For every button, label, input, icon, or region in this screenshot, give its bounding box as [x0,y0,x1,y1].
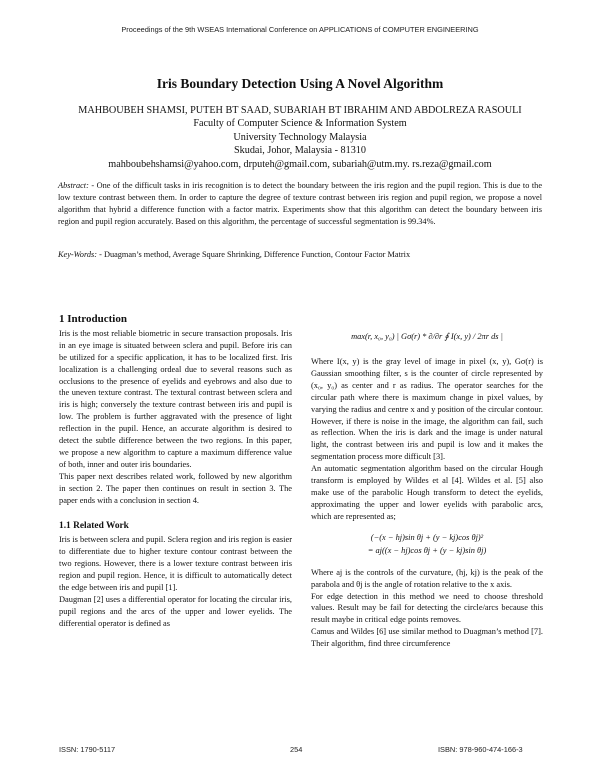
right-paragraph-5: Camus and Wildes [6] use similar method to Duagman’s method [7]. Their algorithm, find three circumference [311,627,543,649]
equation-daugman: max(r, x₀, y₀) | Gσ(r) * ∂/∂r ∮ I(x, y) / 2πr ds | [351,332,503,341]
equation-parabola-line-2: = aj((x − hj)cos θj + (y − kj)sin θj) [367,545,487,555]
section-heading-related-work: 1.1 Related Work [59,520,129,531]
keywords-text: - Duagman’s method, Average Square Shrinking, Difference Function, Contour Factor Matrix [99,250,411,259]
abstract [58,180,542,228]
author-names: MAHBOUBEH SHAMSI, PUTEH BT SAAD, SUBARIAH BT IBRAHIM AND ABDOLREZA RASOULI [78,105,522,116]
related-paragraph-2: Daugman [2] uses a differential operator for locating the circular iris, pupil regions and the arcs of the upper and lower eyelids. The differential operator is defined as [59,594,292,628]
author-block [0,104,600,171]
footer-page-number: 254 [290,745,303,754]
right-column [311,318,543,650]
intro-paragraph-1: Iris is the most reliable biometric in secure transaction proposals. Iris in an eye image is situated between sclera and pupil. Before iris can be utilized for a specific application, it has to be localized first. Iris localization is a challenging ordeal due to several reasons such as occlusions to the presence of eyelids and eyebrows and also due to the uneven texture contrast. The textural contrast between sclera and iris is high; conversely the texture contrast between iris and pupil is low. The problem is further aggravated with the presence of light reflection in the pupil. Hence, an accurate algorithm is desired to detect the subtle difference between the two regions. In this paper, we propose a new algorithm to capture a maximum difference value of both, inner and outer iris boundaries. [59,328,292,469]
author-emails: mahboubehshamsi@yahoo.com, drputeh@gmail.com, subariah@utm.my. rs.reza@gmail.com [108,158,492,170]
right-paragraph-1: Where I(x, y) is the gray level of image in pixel (x, y), Gσ(r) is Gaussian smoothing filter, s is the counter of circle represented by (x₀, y₀) as center and r as radius. The operator searches for the circular path where there is maximum change in pixel values, by varying the radius and centre x and y position of the circular contour. However, if there is noise in the image, the algorithm can fail, such as reflection. When the iris is dark and the image is under natural light, the contrast between iris and pupil is low and it makes the segmentation process more difficult [3]. [311,357,543,462]
author-address: Skudai, Johor, Malaysia - 81310 [233,145,366,157]
keywords-label: Key-Words: [58,250,98,259]
keywords [58,250,542,259]
abstract-label: Abstract: [58,181,89,190]
paper-title: Iris Boundary Detection Using A Novel Algorithm [156,76,444,91]
intro-paragraph-2: This paper next describes related work, followed by new algorithm in section 2. The paper then continues on result in section 3. The paper ends with a conclusion in section 4. [59,471,292,505]
conference-header: Proceedings of the 9th WSEAS International Conference on APPLICATIONS of COMPUTER ENGINEERING [121,25,479,34]
equation-parabola [311,531,543,557]
footer-issn: ISSN: 1790-5117 [59,745,116,754]
right-paragraph-3: Where aj is the controls of the curvature, (hj, kj) is the peak of the parabola and θj is the angle of rotation relative to the x axis. [311,567,543,589]
right-paragraph-2: An automatic segmentation algorithm based on the circular Hough transform is employed by Wildes et al [4]. Wildes et al. [5] also make use of the parabolic Hough transform to detect the eyelids, approximating the upper and lower eyelids with parabolic arcs, which are represented as; [311,464,543,521]
related-paragraph-1: Iris is between sclera and pupil. Sclera region and iris region is easier to differentiate due to higher texture contour contrast between the two regions. However, there is a lower texture contrast between iris region and pupil region. Hence, it is difficult to automatically detect the edge between iris and pupil [1]. [59,535,292,593]
footer-isbn: ISBN: 978-960-474-166-3 [438,745,523,754]
left-column [59,314,292,630]
section-heading-introduction: 1 Introduction [59,313,127,325]
author-university: University Technology Malaysia [233,131,367,143]
author-faculty: Faculty of Computer Science & Information System [193,118,407,130]
right-paragraph-4: For edge detection in this method we need to choose threshold values. Result may be fail for detecting the circle/arcs because this result maybe in critical edge points removes. [311,591,543,625]
equation-parabola-line-1: (−(x − hj)sin θj + (y − kj)cos θj)² [370,532,484,542]
abstract-text: - One of the difficult tasks in iris recognition is to detect the boundary between the iris region and the pupil region. This is due to the low texture contrast between them. In order to capture the degree of texture contrast between iris region and pupil region, we propose a novel algorithm that hybrid a difference function with a factor matrix. Experiments show that this algorithm can detect the boundary between iris region and pupil region accurately. Based on this algorithm, the percentage of successful segmentation is 99.34%. [58,181,542,227]
